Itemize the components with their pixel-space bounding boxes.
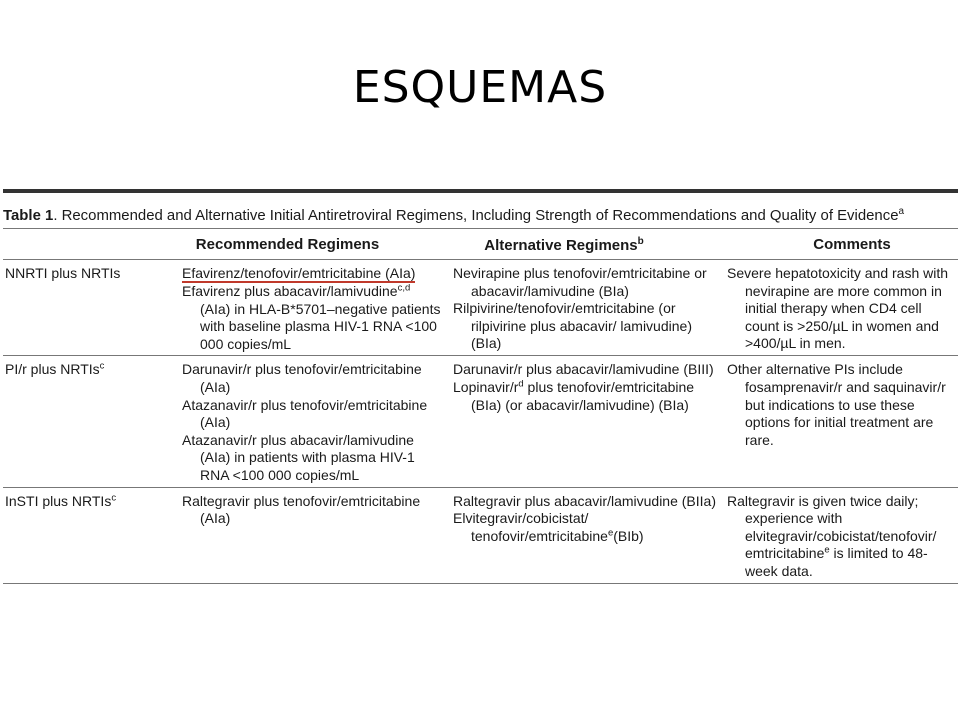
- table-caption-text: . Recommended and Alternative Initial Antiretroviral Regimens, Including Strength of Recommendations and Quality of Evidence: [53, 207, 899, 224]
- recommended-cell: [173, 361, 442, 484]
- comments-entry-text: Other alternative PIs include fosamprenavir/r and saquinavir/r but indications to use these options for initial treatment are rare.: [727, 361, 946, 448]
- recommended-cell: [173, 493, 442, 581]
- recommended-entry: [182, 283, 442, 353]
- drug-class-cell: [3, 493, 173, 581]
- recommended-entry-text: Raltegravir plus tenofovir/emtricitabine (AIa): [182, 492, 421, 527]
- drug-class-label: InSTI plus NRTIs: [5, 492, 112, 509]
- comments-entry: [727, 361, 958, 449]
- recommended-entry-text: Atazanavir/r plus abacavir/lamivudine (AIa) in patients with plasma HIV-1 RNA <100 000 copies/mL: [182, 431, 415, 483]
- comments-entry-tail: is limited to 48-week data.: [745, 545, 928, 579]
- alternative-entry-text: Lopinavir/r: [453, 378, 519, 395]
- drug-class-cell: [3, 361, 173, 484]
- header-comments: Comments: [813, 236, 891, 253]
- alternative-entry: [453, 361, 716, 379]
- comments-entry: [727, 493, 958, 581]
- recommended-entry: [182, 493, 442, 528]
- alternative-cell: [442, 493, 716, 581]
- alternative-entry-sup: d: [518, 378, 524, 390]
- recommended-cell: [173, 265, 442, 353]
- alternative-entry-text: Raltegravir plus abacavir/lamivudine (BIIa): [453, 492, 716, 509]
- slide-title: ESQUEMAS: [352, 62, 608, 113]
- table-caption-sup: a: [898, 206, 905, 217]
- drug-class-label: NNRTI plus NRTIs: [5, 265, 121, 281]
- table-caption-label: Table 1: [3, 207, 54, 224]
- recommended-entry: [182, 265, 442, 283]
- recommended-entry-text: Efavirenz plus abacavir/lamivudine: [182, 283, 398, 299]
- comments-cell: [716, 493, 958, 581]
- recommended-entry-sup: c,d: [397, 282, 411, 294]
- drug-class-sup: c: [99, 360, 105, 372]
- alternative-entry: [453, 379, 716, 414]
- table-body: [3, 260, 958, 584]
- alternative-cell: [442, 265, 716, 353]
- alternative-entry-text: Rilpivirine/tenofovir/emtricitabine (or rilpivirine plus abacavir/ lamivudine) (BIa): [453, 300, 692, 352]
- header-alternative: [442, 236, 716, 254]
- comments-entry: [727, 265, 958, 353]
- alternative-entry-tail: plus tenofovir/emtricitabine (BIa) (or abacavir/lamivudine) (BIa): [471, 378, 695, 413]
- alternative-entry-text: Nevirapine plus tenofovir/emtricitabine or abacavir/lamivudine (BIa): [453, 265, 707, 299]
- alternative-entry-text: Elvitegravir/cobicistat/ tenofovir/emtricitabine: [453, 510, 608, 544]
- comments-entry-text: Raltegravir is given twice daily; experience with elvitegravir/cobicistat/tenofovir/ emtricitabine: [727, 492, 937, 562]
- recommended-entry-text: Efavirenz/tenofovir/emtricitabine (AIa): [182, 265, 416, 281]
- table-row: [3, 488, 958, 584]
- recommended-entry: [182, 432, 442, 485]
- drug-class-sup: c: [111, 491, 117, 503]
- table-row: [3, 356, 958, 487]
- comments-entry-text: Severe hepatotoxicity and rash with nevirapine are more common in initial therapy when CD4 cell count is >250/µL in women and >400/µL in men.: [727, 265, 949, 352]
- alternative-cell: [442, 361, 716, 484]
- table-row: [3, 260, 958, 356]
- recommended-entry: [182, 397, 442, 432]
- alternative-entry-tail: (BIb): [613, 527, 644, 544]
- header-alternative-sup: b: [637, 236, 644, 247]
- drug-class-label: PI/r plus NRTIs: [5, 361, 100, 378]
- recommended-entry-text: Darunavir/r plus tenofovir/emtricitabine (AIa): [182, 361, 422, 395]
- alternative-entry: [453, 493, 716, 511]
- comments-cell: [716, 265, 958, 353]
- table-caption: [3, 193, 953, 228]
- comments-entry-sup: e: [824, 544, 830, 556]
- alternative-entry: [453, 510, 716, 545]
- regimens-table: [3, 189, 958, 584]
- drug-class-cell: [3, 265, 173, 353]
- header-alternative-label: Alternative Regimens: [484, 237, 638, 254]
- alternative-entry: [453, 300, 716, 353]
- recommended-entry-tail: (AIa) in HLA-B*5701–negative patients with baseline plasma HIV-1 RNA <100 000 copies/mL: [200, 300, 441, 352]
- alternative-entry: [453, 265, 716, 300]
- header-recommended: Recommended Regimens: [195, 236, 380, 253]
- header-class: [3, 236, 173, 254]
- comments-cell: [716, 361, 958, 484]
- alternative-entry-sup: e: [607, 527, 614, 539]
- alternative-entry-text: Darunavir/r plus abacavir/lamivudine (BIII): [453, 361, 714, 378]
- recommended-entry: [182, 361, 442, 396]
- recommended-entry-text: Atazanavir/r plus tenofovir/emtricitabine (AIa): [182, 396, 428, 431]
- column-headers: [3, 229, 958, 260]
